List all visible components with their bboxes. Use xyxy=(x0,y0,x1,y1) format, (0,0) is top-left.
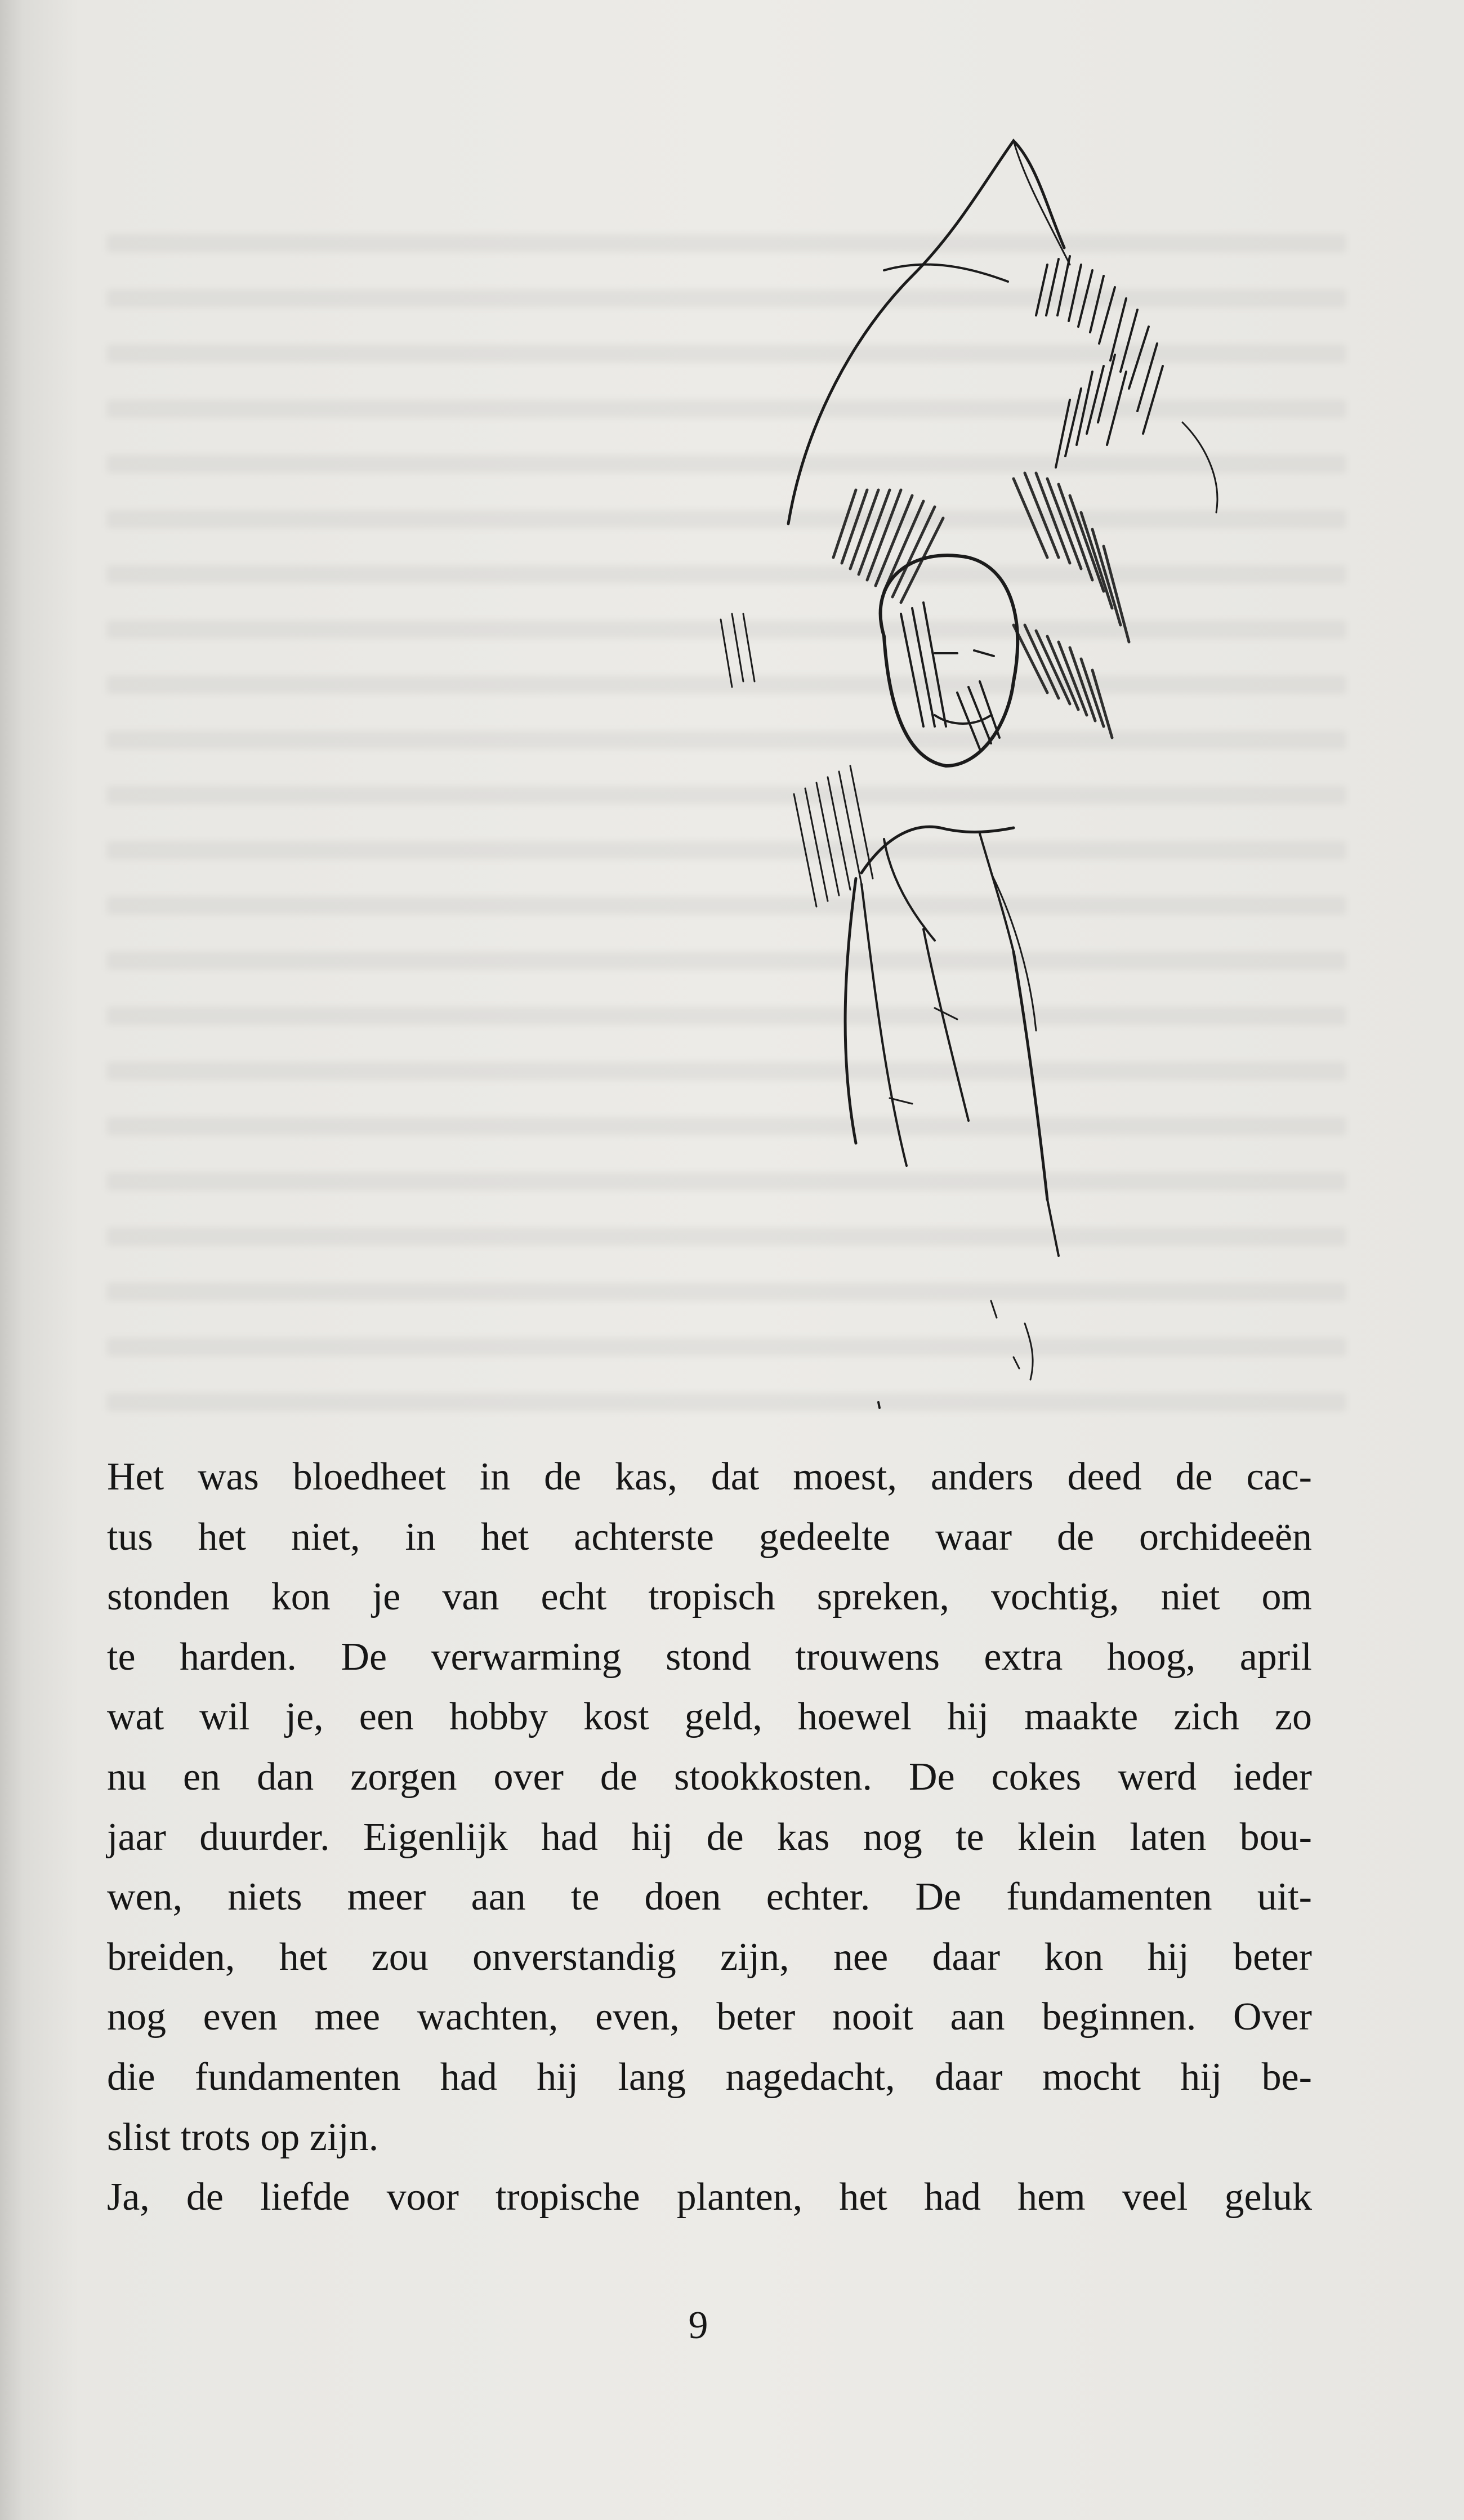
ink-sketch-figure-icon xyxy=(619,130,1239,1436)
text-line: te harden. De verwarming stond trouwens extra hoog, april xyxy=(107,1635,1312,1679)
text-line: breiden, het zou onverstandig zijn, nee daar kon hij beter xyxy=(107,1935,1312,1979)
text-line: die fundamenten had hij lang nagedacht, daar mocht hij be- xyxy=(107,2055,1312,2099)
text-line: nu en dan zorgen over de stookkosten. De cokes werd ieder xyxy=(107,1755,1312,1799)
text-line: tus het niet, in het achterste gedeelte waar de orchideeën xyxy=(107,1515,1312,1559)
body-text xyxy=(107,1447,1312,2228)
text-line: nog even mee wachten, even, beter nooit aan beginnen. Over xyxy=(107,1995,1312,2039)
text-line: wen, niets meer aan te doen echter. De fundamenten uit- xyxy=(107,1875,1312,1919)
page-number: 9 xyxy=(688,2304,708,2347)
text-line: slist trots op zijn. xyxy=(107,2115,379,2159)
text-line: wat wil je, een hobby kost geld, hoewel hij maakte zich zo xyxy=(107,1695,1312,1739)
text-line: Ja, de liefde voor tropische planten, het had hem veel geluk xyxy=(107,2175,1312,2219)
text-line: stonden kon je van echt tropisch spreken, vochtig, niet om xyxy=(107,1575,1312,1619)
text-line: Het was bloedheet in de kas, dat moest, anders deed de cac- xyxy=(107,1455,1312,1498)
text-line: jaar duurder. Eigenlijk had hij de kas nog te klein laten bou- xyxy=(107,1815,1312,1859)
